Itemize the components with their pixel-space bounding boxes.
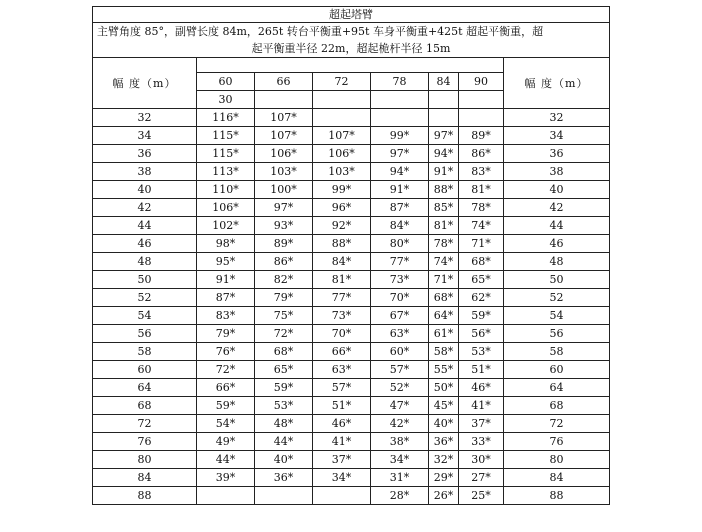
table-description — [93, 23, 610, 58]
table-row — [93, 415, 610, 433]
capacity-cell: 71* — [459, 235, 504, 253]
radius-cell: 40 — [93, 181, 197, 199]
capacity-cell: 86* — [255, 253, 313, 271]
capacity-cell: 31* — [371, 469, 429, 487]
radius-cell-right: 48 — [504, 253, 610, 271]
capacity-cell: 68* — [459, 253, 504, 271]
capacity-cell: 102* — [197, 217, 255, 235]
column-header: 84 — [429, 73, 459, 91]
capacity-cell: 59* — [459, 307, 504, 325]
capacity-cell: 68* — [255, 343, 313, 361]
table-row — [93, 127, 610, 145]
radius-cell-right: 58 — [504, 343, 610, 361]
table-body — [93, 7, 610, 505]
column-header: 60 — [197, 73, 255, 91]
table-row — [93, 307, 610, 325]
capacity-cell: 32* — [429, 451, 459, 469]
radius-cell: 68 — [93, 397, 197, 415]
description-row — [93, 23, 610, 58]
capacity-cell: 84* — [313, 253, 371, 271]
capacity-cell: 57* — [313, 379, 371, 397]
capacity-cell: 57* — [371, 361, 429, 379]
capacity-cell: 29* — [429, 469, 459, 487]
capacity-cell — [429, 109, 459, 127]
radius-cell-right: 36 — [504, 145, 610, 163]
capacity-cell: 70* — [313, 325, 371, 343]
capacity-cell — [459, 91, 504, 109]
capacity-cell: 66* — [313, 343, 371, 361]
radius-cell-right: 34 — [504, 127, 610, 145]
capacity-cell: 94* — [371, 163, 429, 181]
load-chart-document — [92, 6, 610, 505]
capacity-cell: 113* — [197, 163, 255, 181]
capacity-cell: 87* — [197, 289, 255, 307]
radius-cell-right: 56 — [504, 325, 610, 343]
column-header: 90 — [459, 73, 504, 91]
radius-cell-right: 50 — [504, 271, 610, 289]
capacity-cell: 56* — [459, 325, 504, 343]
table-row — [93, 343, 610, 361]
capacity-cell — [197, 487, 255, 505]
capacity-cell: 78* — [459, 199, 504, 217]
radius-header-right: 幅 度（m） — [504, 58, 610, 109]
capacity-cell — [429, 91, 459, 109]
capacity-cell: 99* — [313, 181, 371, 199]
capacity-cell — [371, 91, 429, 109]
radius-cell: 80 — [93, 451, 197, 469]
capacity-cell: 64* — [429, 307, 459, 325]
capacity-cell: 81* — [429, 217, 459, 235]
capacity-cell: 62* — [459, 289, 504, 307]
capacity-cell: 103* — [255, 163, 313, 181]
radius-cell: 44 — [93, 217, 197, 235]
table-row — [93, 397, 610, 415]
table-row — [93, 379, 610, 397]
capacity-cell: 48* — [255, 415, 313, 433]
capacity-cell: 97* — [371, 145, 429, 163]
table-row — [93, 253, 610, 271]
capacity-cell: 76* — [197, 343, 255, 361]
capacity-cell: 91* — [371, 181, 429, 199]
capacity-cell: 33* — [459, 433, 504, 451]
boom-length-header-blank — [197, 58, 504, 73]
capacity-cell: 85* — [429, 199, 459, 217]
capacity-cell — [371, 109, 429, 127]
radius-cell: 60 — [93, 361, 197, 379]
capacity-cell: 40* — [429, 415, 459, 433]
capacity-cell: 74* — [429, 253, 459, 271]
capacity-cell: 73* — [371, 271, 429, 289]
radius-header-left: 幅 度（m） — [93, 58, 197, 109]
radius-cell: 58 — [93, 343, 197, 361]
capacity-cell: 72* — [197, 361, 255, 379]
capacity-cell: 107* — [255, 127, 313, 145]
capacity-cell: 97* — [255, 199, 313, 217]
capacity-cell: 34* — [313, 469, 371, 487]
capacity-cell: 45* — [429, 397, 459, 415]
capacity-cell: 63* — [313, 361, 371, 379]
title-row — [93, 7, 610, 23]
table-row — [93, 109, 610, 127]
capacity-cell: 74* — [459, 217, 504, 235]
capacity-cell: 44* — [197, 451, 255, 469]
radius-cell: 54 — [93, 307, 197, 325]
radius-cell: 48 — [93, 253, 197, 271]
capacity-cell: 97* — [429, 127, 459, 145]
table-row — [93, 163, 610, 181]
capacity-cell: 99* — [371, 127, 429, 145]
capacity-cell: 60* — [371, 343, 429, 361]
capacity-cell: 77* — [313, 289, 371, 307]
capacity-cell: 80* — [371, 235, 429, 253]
table-row — [93, 235, 610, 253]
capacity-cell: 46* — [313, 415, 371, 433]
capacity-cell: 53* — [255, 397, 313, 415]
capacity-cell: 73* — [313, 307, 371, 325]
radius-cell-right: 72 — [504, 415, 610, 433]
table-row — [93, 289, 610, 307]
capacity-cell: 100* — [255, 181, 313, 199]
capacity-cell: 38* — [371, 433, 429, 451]
radius-cell: 38 — [93, 163, 197, 181]
table-row — [93, 487, 610, 505]
capacity-cell: 79* — [197, 325, 255, 343]
capacity-cell: 115* — [197, 145, 255, 163]
header-row-top — [93, 58, 610, 73]
capacity-cell: 36* — [255, 469, 313, 487]
radius-cell-right: 84 — [504, 469, 610, 487]
radius-cell: 88 — [93, 487, 197, 505]
capacity-cell: 88* — [313, 235, 371, 253]
radius-cell-right: 38 — [504, 163, 610, 181]
radius-cell: 50 — [93, 271, 197, 289]
capacity-cell: 54* — [197, 415, 255, 433]
capacity-cell: 59* — [197, 397, 255, 415]
radius-cell: 72 — [93, 415, 197, 433]
table-row — [93, 199, 610, 217]
capacity-cell: 88* — [429, 181, 459, 199]
capacity-cell — [459, 109, 504, 127]
column-header: 78 — [371, 73, 429, 91]
radius-cell: 52 — [93, 289, 197, 307]
table-title: 超起塔臂 — [93, 7, 610, 23]
capacity-cell: 77* — [371, 253, 429, 271]
capacity-cell: 96* — [313, 199, 371, 217]
radius-cell-right: 88 — [504, 487, 610, 505]
radius-cell-right: 32 — [504, 109, 610, 127]
capacity-cell: 86* — [459, 145, 504, 163]
radius-cell: 34 — [93, 127, 197, 145]
radius-cell-right: 60 — [504, 361, 610, 379]
radius-cell: 42 — [93, 199, 197, 217]
capacity-cell: 55* — [429, 361, 459, 379]
capacity-cell: 106* — [255, 145, 313, 163]
capacity-cell: 75* — [255, 307, 313, 325]
capacity-cell: 37* — [459, 415, 504, 433]
radius-cell-right: 64 — [504, 379, 610, 397]
table-row — [93, 217, 610, 235]
capacity-cell: 98* — [197, 235, 255, 253]
capacity-cell: 36* — [429, 433, 459, 451]
capacity-cell: 103* — [313, 163, 371, 181]
capacity-cell: 72* — [255, 325, 313, 343]
capacity-cell: 26* — [429, 487, 459, 505]
radius-cell: 56 — [93, 325, 197, 343]
radius-cell-right: 76 — [504, 433, 610, 451]
capacity-cell: 63* — [371, 325, 429, 343]
capacity-cell: 81* — [459, 181, 504, 199]
capacity-cell: 49* — [197, 433, 255, 451]
radius-cell: 64 — [93, 379, 197, 397]
table-row — [93, 469, 610, 487]
capacity-cell: 115* — [197, 127, 255, 145]
radius-cell: 46 — [93, 235, 197, 253]
capacity-cell: 70* — [371, 289, 429, 307]
capacity-cell: 30* — [459, 451, 504, 469]
capacity-cell: 79* — [255, 289, 313, 307]
capacity-cell — [313, 487, 371, 505]
capacity-cell: 110* — [197, 181, 255, 199]
capacity-cell: 83* — [197, 307, 255, 325]
column-header: 72 — [313, 73, 371, 91]
capacity-cell: 25* — [459, 487, 504, 505]
capacity-cell: 106* — [197, 199, 255, 217]
capacity-cell: 37* — [313, 451, 371, 469]
radius-cell: 32 — [93, 109, 197, 127]
capacity-cell: 83* — [459, 163, 504, 181]
table-row — [93, 145, 610, 163]
capacity-cell: 39* — [197, 469, 255, 487]
radius-cell-right: 52 — [504, 289, 610, 307]
table-row — [93, 271, 610, 289]
capacity-cell: 92* — [313, 217, 371, 235]
capacity-cell: 41* — [459, 397, 504, 415]
capacity-cell: 41* — [313, 433, 371, 451]
capacity-cell: 61* — [429, 325, 459, 343]
capacity-cell: 78* — [429, 235, 459, 253]
table-row — [93, 325, 610, 343]
capacity-cell: 94* — [429, 145, 459, 163]
radius-cell: 84 — [93, 469, 197, 487]
capacity-cell: 116* — [197, 109, 255, 127]
capacity-cell: 51* — [459, 361, 504, 379]
table-row — [93, 451, 610, 469]
capacity-cell — [313, 91, 371, 109]
capacity-cell: 51* — [313, 397, 371, 415]
radius-cell-right: 80 — [504, 451, 610, 469]
capacity-cell: 89* — [459, 127, 504, 145]
capacity-cell: 91* — [197, 271, 255, 289]
load-chart-table — [92, 6, 610, 505]
radius-cell: 76 — [93, 433, 197, 451]
radius-cell-right: 42 — [504, 199, 610, 217]
capacity-cell: 84* — [371, 217, 429, 235]
capacity-cell: 47* — [371, 397, 429, 415]
capacity-cell: 107* — [313, 127, 371, 145]
capacity-cell: 40* — [255, 451, 313, 469]
capacity-cell: 27* — [459, 469, 504, 487]
capacity-cell — [255, 487, 313, 505]
capacity-cell: 34* — [371, 451, 429, 469]
capacity-cell: 58* — [429, 343, 459, 361]
capacity-cell: 71* — [429, 271, 459, 289]
capacity-cell: 59* — [255, 379, 313, 397]
capacity-cell: 53* — [459, 343, 504, 361]
capacity-cell: 107* — [255, 109, 313, 127]
capacity-cell: 106* — [313, 145, 371, 163]
description-line-1: 主臂角度 85°，副臂长度 84m，265t 转台平衡重+95t 车身平衡重+425t 超起平衡重，超 — [97, 25, 544, 38]
capacity-cell: 65* — [459, 271, 504, 289]
radius-cell: 36 — [93, 145, 197, 163]
capacity-cell: 91* — [429, 163, 459, 181]
capacity-cell: 50* — [429, 379, 459, 397]
capacity-cell: 67* — [371, 307, 429, 325]
capacity-cell: 89* — [255, 235, 313, 253]
table-row — [93, 361, 610, 379]
capacity-cell — [255, 91, 313, 109]
radius-cell: 30 — [197, 91, 255, 109]
radius-cell-right: 40 — [504, 181, 610, 199]
capacity-cell: 95* — [197, 253, 255, 271]
capacity-cell: 68* — [429, 289, 459, 307]
capacity-cell: 28* — [371, 487, 429, 505]
capacity-cell: 93* — [255, 217, 313, 235]
capacity-cell: 46* — [459, 379, 504, 397]
radius-cell-right: 54 — [504, 307, 610, 325]
capacity-cell: 82* — [255, 271, 313, 289]
column-header: 66 — [255, 73, 313, 91]
capacity-cell: 42* — [371, 415, 429, 433]
table-row — [93, 433, 610, 451]
capacity-cell — [313, 109, 371, 127]
table-row — [93, 181, 610, 199]
description-line-2: 起平衡重半径 22m，超起桅杆半径 15m — [251, 42, 451, 55]
radius-cell-right: 46 — [504, 235, 610, 253]
capacity-cell: 44* — [255, 433, 313, 451]
capacity-cell: 87* — [371, 199, 429, 217]
capacity-cell: 52* — [371, 379, 429, 397]
capacity-cell: 65* — [255, 361, 313, 379]
capacity-cell: 66* — [197, 379, 255, 397]
capacity-cell: 81* — [313, 271, 371, 289]
radius-cell-right: 68 — [504, 397, 610, 415]
radius-cell-right: 44 — [504, 217, 610, 235]
